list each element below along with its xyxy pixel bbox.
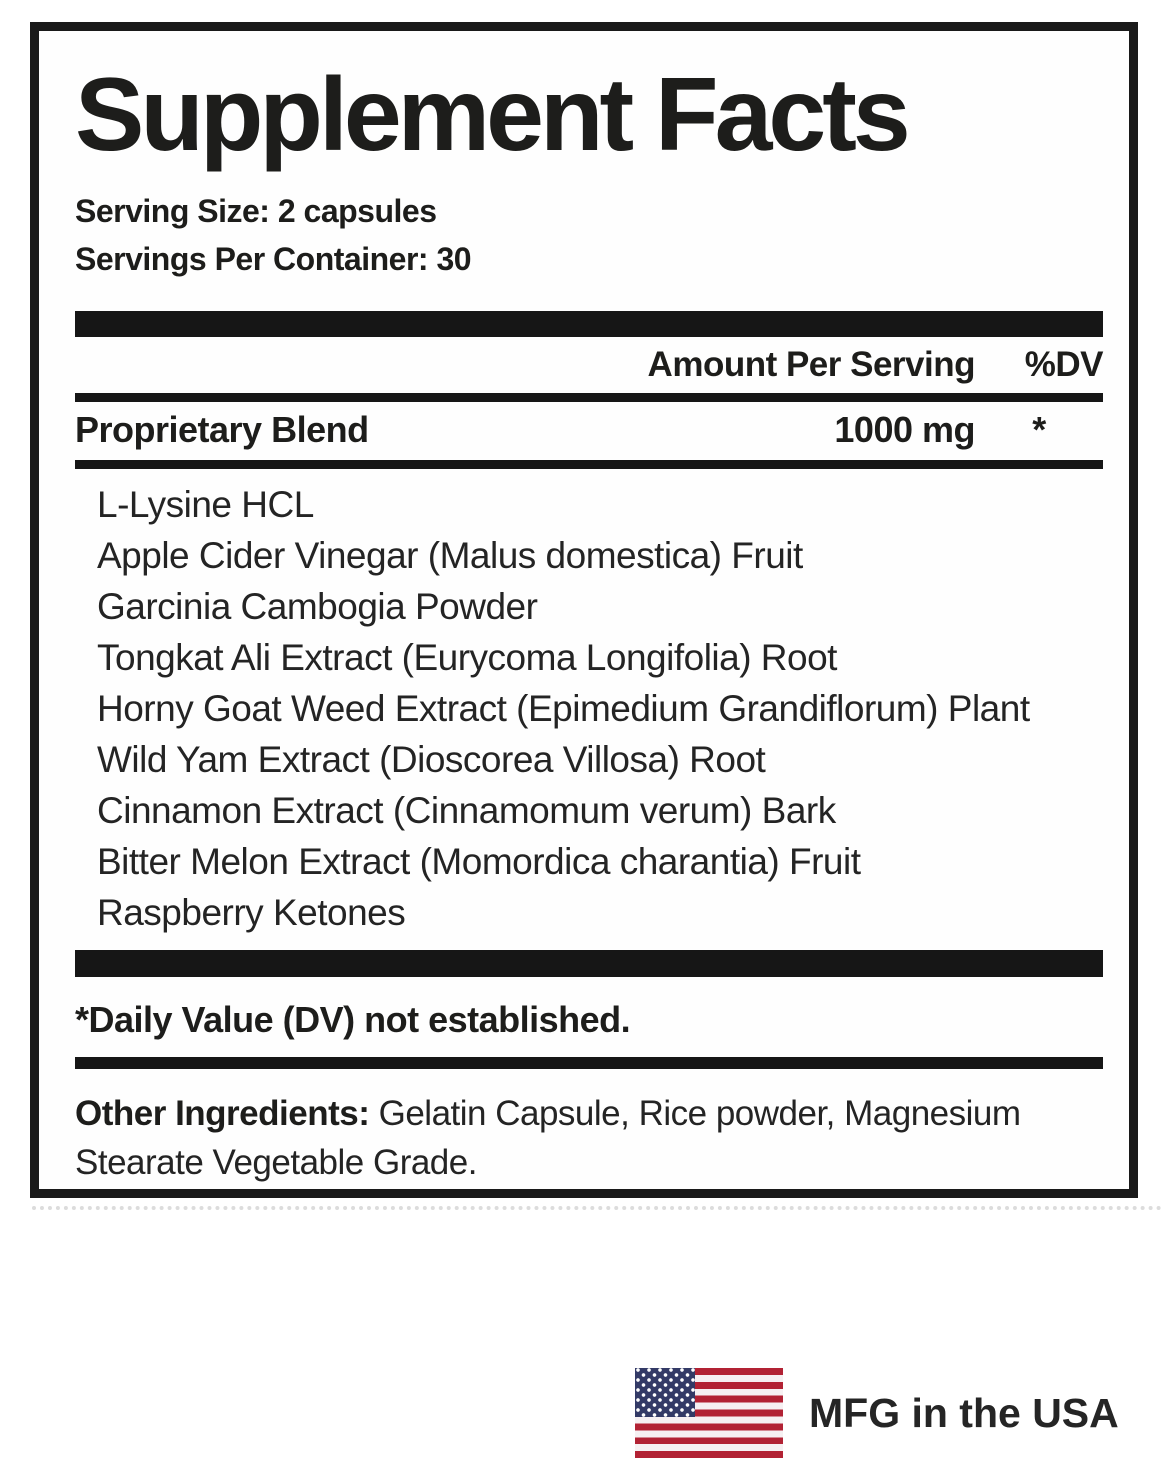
- serving-info: [75, 187, 1103, 283]
- ingredient-item: L-Lysine HCL: [97, 484, 314, 526]
- other-ingredients-text: Gelatin Capsule, Rice powder, Magnesium Stearate Vegetable Grade.: [75, 1094, 1021, 1183]
- dv-header: %DV: [1024, 345, 1103, 385]
- daily-value-footnote: *Daily Value (DV) not established.: [75, 999, 631, 1041]
- ingredient-item: Garcinia Cambogia Powder: [97, 586, 538, 628]
- divider-thin-1: [75, 393, 1103, 402]
- perforation-line: [32, 1206, 1162, 1210]
- ingredient-item: Wild Yam Extract (Dioscorea Villosa) Root: [97, 739, 766, 781]
- divider-medium: [75, 1057, 1103, 1069]
- panel-title: Supplement Facts: [75, 57, 907, 173]
- mfg-footer: [635, 1368, 1119, 1458]
- blend-amount: 1000 mg: [834, 409, 975, 451]
- divider-thin-2: [75, 460, 1103, 469]
- divider-thick-top: [75, 311, 1103, 337]
- ingredient-item: Cinnamon Extract (Cinnamomum verum) Bark: [97, 790, 836, 832]
- mfg-in-usa-text: MFG in the USA: [809, 1389, 1119, 1436]
- column-header-row: [75, 345, 1103, 393]
- other-ingredients: [75, 1089, 1103, 1187]
- ingredient-item: Raspberry Ketones: [97, 892, 406, 934]
- blend-dv: *: [1032, 409, 1046, 451]
- ingredient-item: Bitter Melon Extract (Momordica charantia) Fruit: [97, 841, 861, 883]
- ingredients-list: [75, 479, 1103, 938]
- servings-per-container: Servings Per Container: 30: [75, 241, 472, 278]
- serving-size: Serving Size: 2 capsules: [75, 193, 437, 230]
- usa-flag-icon: [635, 1368, 783, 1458]
- other-ingredients-label: Other Ingredients:: [75, 1094, 370, 1134]
- ingredient-item: Apple Cider Vinegar (Malus domestica) Fruit: [97, 535, 803, 577]
- supplement-facts-panel: [30, 22, 1138, 1198]
- divider-thick-bottom: [75, 950, 1103, 977]
- amount-per-serving-header: Amount Per Serving: [647, 345, 975, 385]
- ingredient-item: Horny Goat Weed Extract (Epimedium Grandiflorum) Plant: [97, 688, 1030, 730]
- flag-canton-stars: [635, 1368, 695, 1417]
- ingredient-item: Tongkat Ali Extract (Eurycoma Longifolia) Root: [97, 637, 837, 679]
- proprietary-blend-row: [75, 402, 1103, 460]
- blend-name: Proprietary Blend: [75, 409, 369, 451]
